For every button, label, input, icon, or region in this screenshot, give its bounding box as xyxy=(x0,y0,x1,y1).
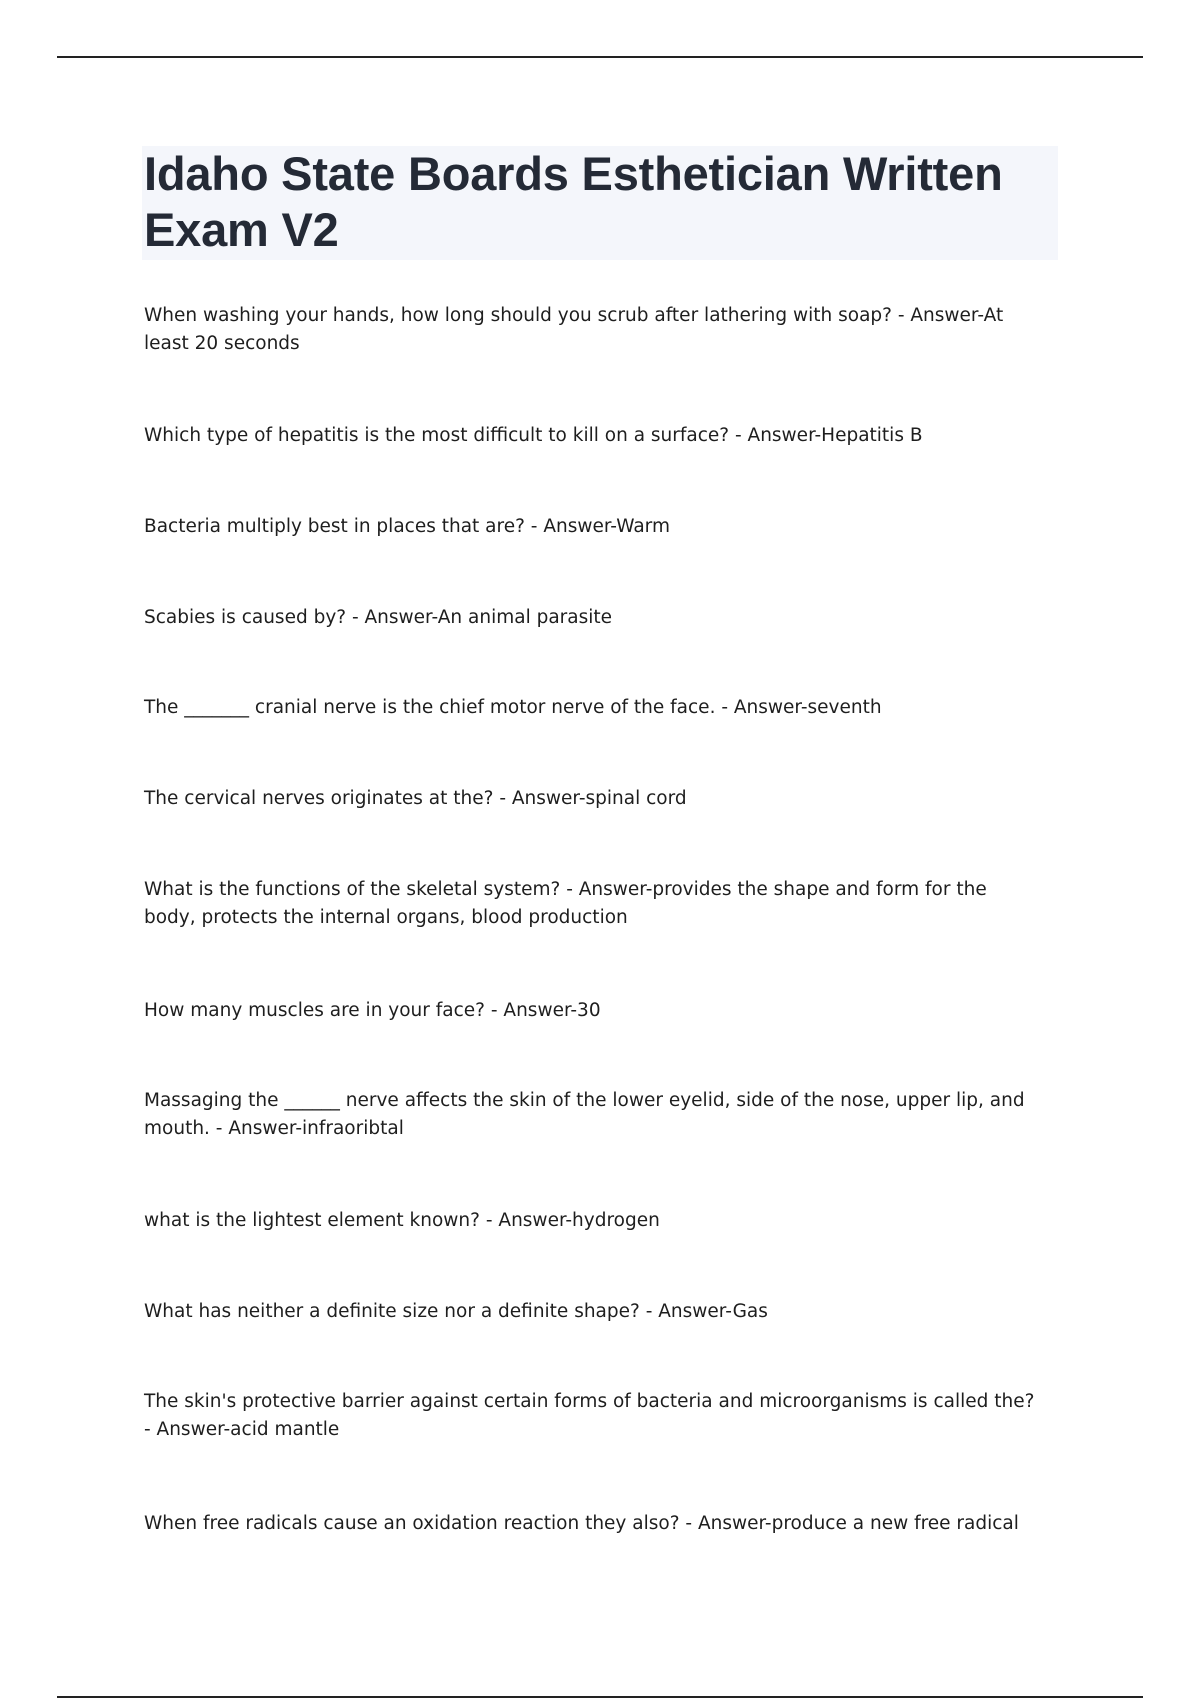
question-item: How many muscles are in your face? - Answer-30 xyxy=(144,1000,601,1021)
question-item: When free radicals cause an oxidation reaction they also? - Answer-produce a new free radical xyxy=(144,1513,1019,1534)
document-body xyxy=(144,146,1058,1534)
question-item: What is the functions of the skeletal system? - Answer-provides the shape and form for the body, protects the internal organs, blood production xyxy=(144,879,987,928)
question-item: What has neither a definite size nor a definite shape? - Answer-Gas xyxy=(144,1301,768,1322)
question-item: The cervical nerves originates at the? - Answer-spinal cord xyxy=(144,788,687,809)
document-title: Idaho State Boards Esthetician Written Exam V2 xyxy=(144,147,1003,256)
question-item: Which type of hepatitis is the most difficult to kill on a surface? - Answer-Hepatitis B xyxy=(144,425,923,446)
question-item: Massaging the ______ nerve affects the skin of the lower eyelid, side of the nose, upper lip, and mouth. - Answer-infraoribtal xyxy=(144,1090,1025,1139)
question-item: The skin's protective barrier against certain forms of bacteria and microorganisms is called the? - Answer-acid mantle xyxy=(144,1391,1035,1440)
question-item: Scabies is caused by? - Answer-An animal parasite xyxy=(144,607,613,628)
question-item: what is the lightest element known? - Answer-hydrogen xyxy=(144,1210,660,1231)
top-rule xyxy=(57,56,1143,58)
question-item: The _______ cranial nerve is the chief motor nerve of the face. - Answer-seventh xyxy=(144,697,882,718)
title-block xyxy=(142,146,1058,260)
question-item: When washing your hands, how long should you scrub after lathering with soap? - Answer-At least 20 seconds xyxy=(144,305,1004,354)
bottom-rule xyxy=(57,1696,1143,1698)
question-item: Bacteria multiply best in places that are? - Answer-Warm xyxy=(144,516,670,537)
